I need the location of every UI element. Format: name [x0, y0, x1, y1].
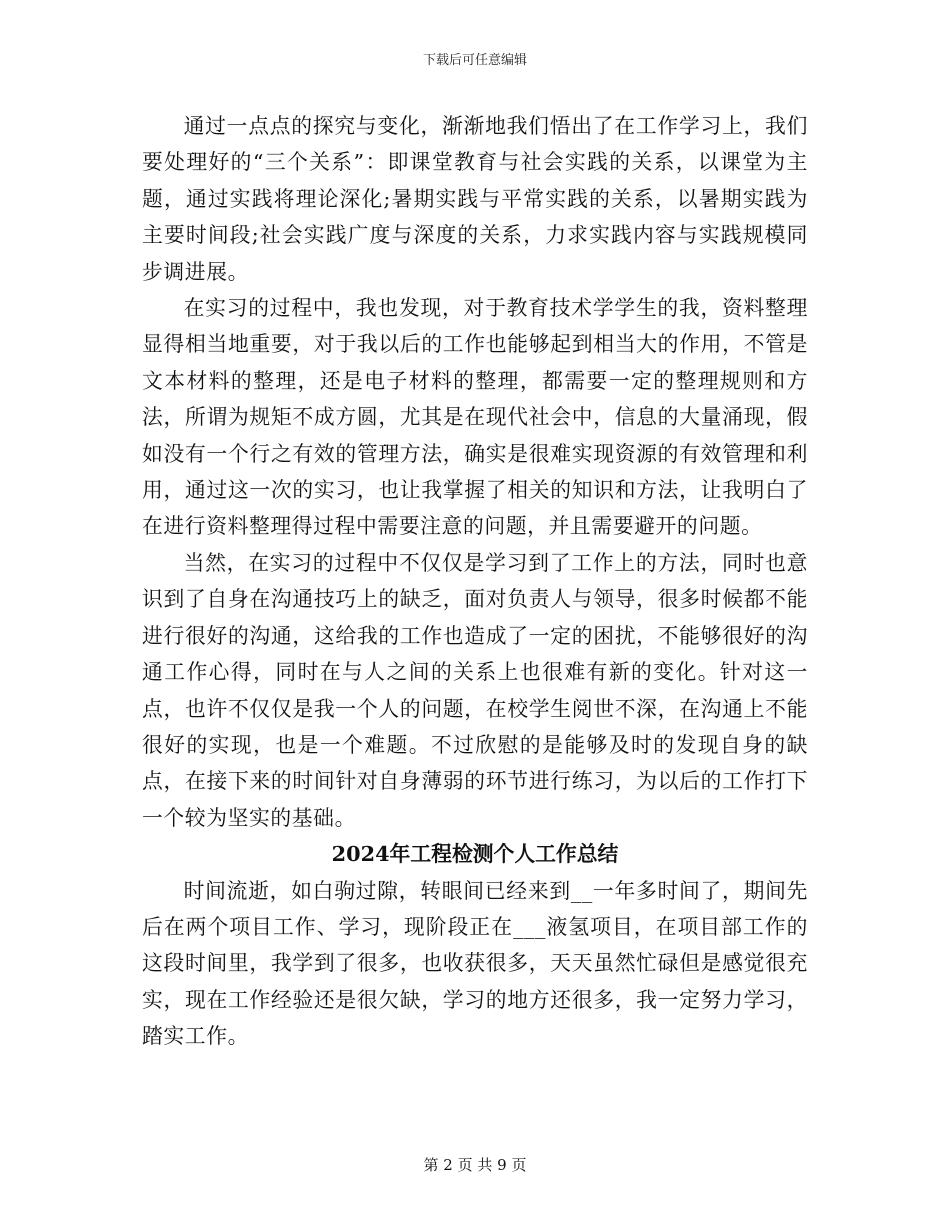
body-paragraph: 在实习的过程中，我也发现，对于教育技术学学生的我，资料整理显得相当地重要，对于我以后的工作也能够起到相当大的作用，不管是文本材料的整理，还是电子材料的整理，都需要一定的整理规则和方法，所谓为规矩不成方圆，尤其是在现代社会中，信息的大量涌现，假如没有一个行之有效的管理方法，确实是很难实现资源的有效管理和利用，通过这一次的实习，也让我掌握了相关的知识和方法，让我明白了在进行资料整理得过程中需要注意的问题，并且需要避开的问题。	[142, 296, 808, 539]
page-number-footer: 第 2 页 共 9 页	[423, 1156, 527, 1174]
page-header-note: 下载后可任意编辑	[422, 53, 527, 68]
document-body	[142, 108, 808, 1055]
body-paragraph: 时间流逝，如白驹过隙，转眼间已经来到__一年多时间了，期间先后在两个项目工作、学习，现阶段正在___液氢项目，在项目部工作的这段时间里，我学到了很多，也收获很多，天天虽然忙碌但是感觉很充实，现在工作经验还是很欠缺，学习的地方还很多，我一定努力学习，踏实工作。	[142, 878, 808, 1049]
body-paragraph: 当然，在实习的过程中不仅仅是学习到了工作上的方法，同时也意识到了自身在沟通技巧上的缺乏，面对负责人与领导，很多时候都不能进行很好的沟通，这给我的工作也造成了一定的困扰，不能够很好的沟通工作心得，同时在与人之间的关系上也很难有新的变化。针对这一点，也许不仅仅是我一个人的问题，在校学生阅世不深，在沟通上不能很好的实现，也是一个难题。不过欣慰的是能够及时的发现自身的缺点，在接下来的时间针对自身薄弱的环节进行练习，为以后的工作打下一个较为坚实的基础。	[142, 550, 808, 830]
body-paragraph: 通过一点点的探究与变化，渐渐地我们悟出了在工作学习上，我们要处理好的“三个关系”：即课堂教育与社会实践的关系，以课堂为主题，通过实践将理论深化;暑期实践与平常实践的关系，以暑期实践为主要时间段;社会实践广度与深度的关系，力求实践内容与实践规模同步调进展。	[142, 114, 808, 284]
section-title: 2024年工程检测个人工作总结	[331, 841, 619, 867]
